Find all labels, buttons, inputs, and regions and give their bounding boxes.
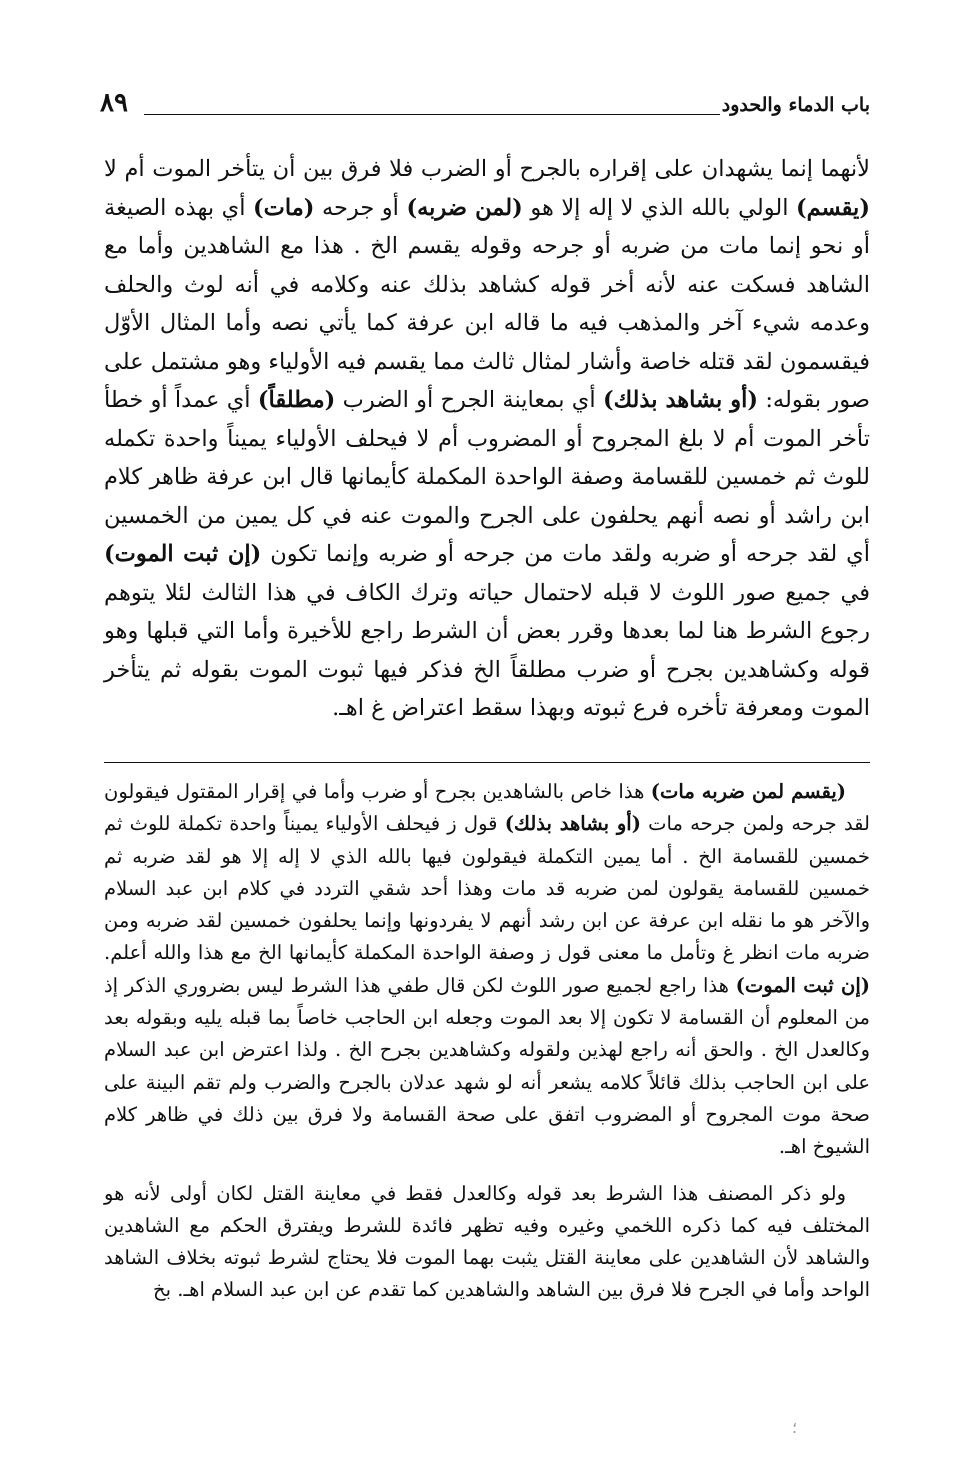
header-rule (144, 114, 720, 115)
commentary (104, 776, 870, 1307)
main-keyword: (مات) (253, 194, 315, 221)
commentary-text-run: قول ز فيحلف الأولياء يميناً واحدة تكملة للوث ثم خمسين للقسامة الخ . أما يمين التكملة فيقولون فيها بالله الذي لا إله إلا هو لقد ضربه ثم خمسين للقسامة يقولون لمن ضربه قد مات وهذا أحد شقي التردد في كلام ابن عبد السلام والآخر هو ما نقله ابن عرفة عن ابن رشد أنهم لا يفردونها وإنما يحلفون خمسين لقد ضربه ومن ضربه مات انظر غ وتأمل ما معنى قول ز وصفة الواحدة المكملة كأيمانها الخ مع هذا والله أعلم. (104, 812, 870, 965)
page-number: ٨٩ (100, 88, 128, 118)
commentary-keyword: (يقسم لمن ضربه مات) (650, 780, 846, 803)
commentary-keyword: (أو بشاهد بذلك) (504, 812, 641, 836)
main-text (104, 150, 870, 728)
main-text-run: أي عمداً أو خطأ تأخر الموت أم لا بلغ المجروح أو المضروب أم لا فيحلف الأولياء يميناً واحدة تكمله للوث ثم خمسين للقسامة وصفة الواحدة المكملة كأيمانها قال ابن عرفة ظاهر كلام ابن راشد أو نصه أنهم يحلفون على الجرح والموت عنه في كل يمين من الخمسين أي لقد جرحه أو ضربه ولقد مات من جرحه أو ضربه وإنما تكون (104, 387, 870, 567)
commentary-paragraph (104, 776, 870, 1164)
commentary-text-run: هذا راجع لجميع صور اللوث لكن قال طفي هذا الشرط ليس بضروري الذكر إذ من المعلوم أن القسامة لا تكون إلا بعد الموت وجعله ابن الحاجب خاصاً بما قبله يليه وبقوله بعد وكالعدل الخ . والحق أنه راجع لهذين ولقوله وكشاهدين بجرح الخ . ولذا اعترض ابن عبد السلام على ابن الحاجب بذلك قائلاً كلامه يشعر أنه لو شهد عدلان بالجرح والضرب ولم تقم البينة على صحة موت المجروح أو المضروب اتفق على صحة القسامة ولا فرق بين ذلك في ظاهر كلام الشيوخ اهـ. (104, 973, 870, 1159)
main-keyword: (أو بشاهد بذلك) (602, 387, 759, 413)
running-title: باب الدماء والحدود (721, 94, 870, 116)
commentary-keyword: (إن ثبت الموت) (735, 973, 870, 997)
footnote-rule (104, 762, 870, 763)
stray-mark: ؛ (792, 1418, 798, 1437)
main-text-run: أو جرحه (314, 194, 407, 221)
main-text-run: في جميع صور اللوث لا قبله لاحتمال حياته وترك الكاف في هذا الثالث لئلا يتوهم رجوع الشرط هنا لما بعدها وقرر بعض أن الشرط راجع للأخيرة وأما التي قبلها وهو قوله وكشاهدين بجرح أو ضرب مطلقاً الخ فذكر فيها ثبوت الموت بقوله ثم يتأخر الموت ومعرفة تأخره فرع ثبوته وبهذا سقط اعتراض غ اهـ. (104, 579, 870, 721)
commentary-text-run: هذا خاص بالشاهدين بجرح أو ضرب وأما في إقرار المقتول فيقولون لقد جرحه ولمن جرحه مات (104, 780, 870, 836)
main-text-run: لأنهما إنما يشهدان على إقراره بالجرح أو الضرب فلا فرق بين أن يتأخر الموت أم لا (104, 156, 870, 182)
commentary-paragraph: ولو ذكر المصنف هذا الشرط بعد قوله وكالعدل فقط في معاينة القتل لكان أولى لأنه هو المختلف فيه كما ذكره اللخمي وغيره وفيه تظهر فائدة للشرط ويفترق الحكم مع الشاهدين والشاهد لأن الشاهدين على معاينة القتل يثبت بهما الموت فلا يحتاج لشرط ثبوته بخلاف الشاهد الواحد وأما في الجرح فلا فرق بين الشاهد والشاهدين كما تقدم عن ابن عبد السلام اهـ. بخ (104, 1181, 870, 1302)
main-keyword: (يقسم) (795, 194, 870, 221)
main-text-run: الولي بالله الذي لا إله إلا هو (522, 194, 796, 221)
main-paragraph (104, 150, 870, 728)
main-text-run: أي بهذه الصيغة أو نحو إنما مات من ضربه أو جرحه وقوله يقسم الخ . هذا مع الشاهدين وأما مع الشاهد فسكت عنه لأنه أخر قوله كشاهد بذلك عنه وكلامه في أنه لوث والحلف وعدمه شيء آخر والمذهب فيه ما قاله ابن عرفة كما يأتي نصه وأما المثال الأوّل فيقسمون لقد قتله خاصة وأشار لمثال ثالث مما يقسم فيه الأولياء وهو مشتمل على صور بقوله: (104, 194, 870, 413)
main-keyword: (لمن ضربه) (406, 194, 523, 221)
main-keyword: (مطلقاً) (257, 387, 336, 413)
page-header (100, 88, 870, 128)
main-keyword: (إن ثبت الموت) (104, 541, 262, 567)
main-text-run: أي بمعاينة الجرح أو الضرب (335, 387, 603, 413)
